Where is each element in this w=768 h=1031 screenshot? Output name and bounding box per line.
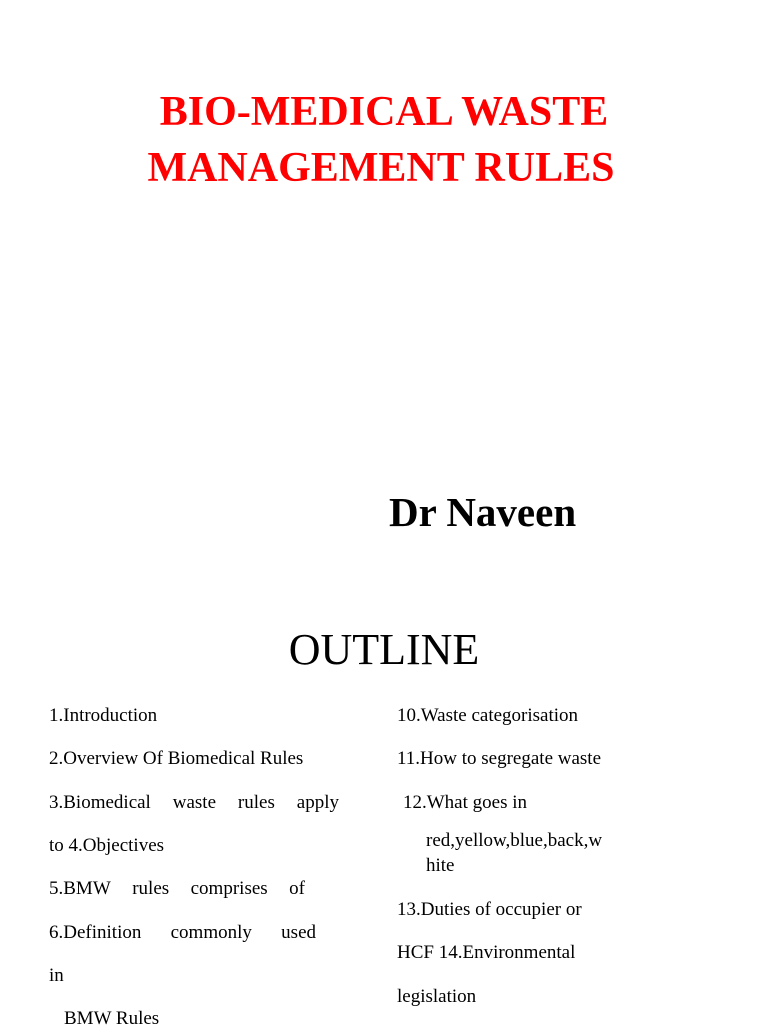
word: commonly: [170, 922, 252, 943]
outline-item-right-12: 12.What goes in: [403, 792, 528, 813]
outline-slide: [0, 600, 768, 1029]
word: 5.BMW: [49, 878, 111, 899]
word: of: [289, 878, 305, 899]
word: 6.Definition: [49, 922, 142, 943]
word: apply: [296, 792, 339, 813]
outline-item-left-5: [49, 877, 305, 901]
word: rules: [237, 792, 275, 813]
slide-title-line-1: BIO-MEDICAL WASTE: [159, 89, 609, 135]
author-name: Dr Naveen: [389, 489, 577, 535]
outline-item-left-4: to 4.Objectives: [49, 835, 165, 856]
outline-item-right-10: 10.Waste categorisation: [397, 705, 579, 726]
outline-item-right-14: HCF 14.Environmental: [397, 942, 576, 963]
word: used: [281, 922, 316, 943]
outline-item-left-7: in: [49, 965, 64, 986]
word: waste: [172, 792, 217, 813]
outline-item-left-2: 2.Overview Of Biomedical Rules: [49, 748, 304, 769]
outline-item-left-1: 1.Introduction: [49, 705, 158, 726]
outline-item-right-11: 11.How to segregate waste: [397, 748, 602, 769]
outline-item-right-13: 13.Duties of occupier or: [397, 899, 582, 920]
slide-title-line-2: MANAGEMENT RULES: [147, 145, 615, 191]
word: rules: [132, 878, 170, 899]
outline-item-left-6: [49, 921, 316, 945]
outline-item-right-12-cont-1: red,yellow,blue,back,w: [426, 830, 603, 851]
outline-item-left-8: BMW Rules: [64, 1008, 160, 1029]
word: comprises: [190, 878, 268, 899]
word: 3.Biomedical: [49, 792, 151, 813]
outline-item-right-14-cont: legislation: [397, 986, 477, 1007]
outline-item-left-3: [49, 791, 339, 815]
outline-item-right-12-cont-2: hite: [426, 855, 455, 876]
outline-heading: OUTLINE: [288, 625, 480, 674]
